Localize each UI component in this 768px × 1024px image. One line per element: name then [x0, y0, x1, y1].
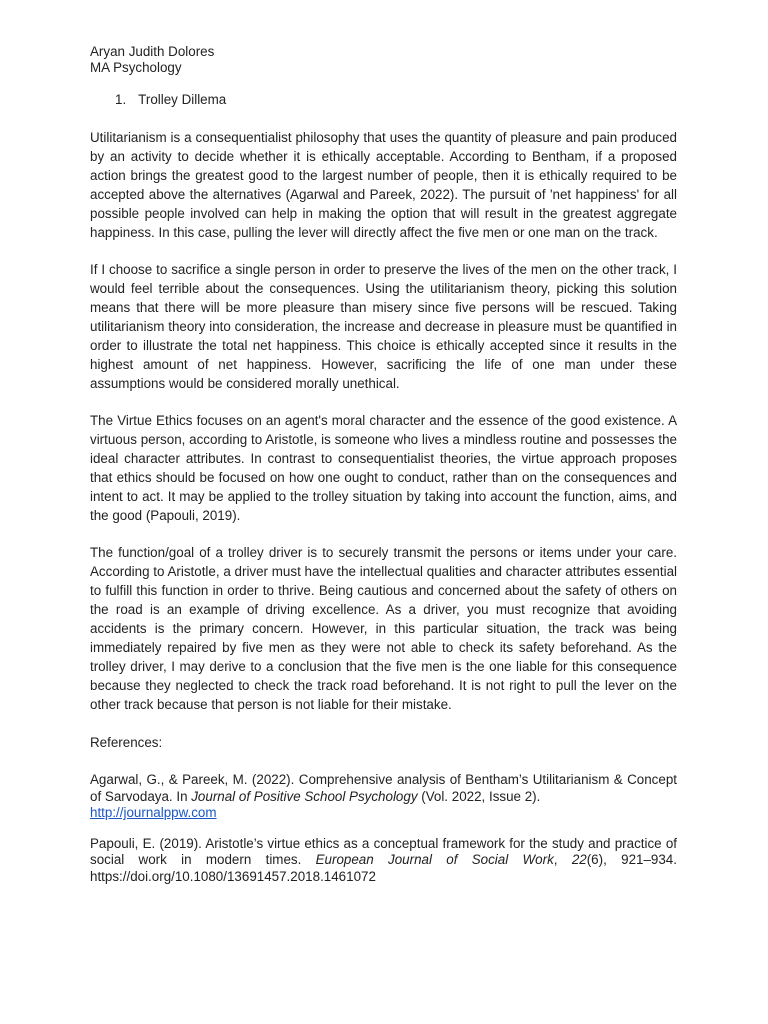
section-number: 1.: [115, 92, 127, 107]
paragraph-utilitarianism: Utilitarianism is a consequentialist philosophy that uses the quantity of pleasure and pain produced by an activity to decide whether it is ethically acceptable. According to Bentham, if a proposed action brings the greatest good to the largest number of people, then it is ethically required to be accepted above the alternatives (Agarwal and Pareek, 2022). The pursuit of 'net happiness' for all possible people involved can help in making the option that will result in the greatest aggregate happiness. In this case, pulling the lever will directly affect the five men or one man on the track.: [90, 130, 677, 240]
paragraph-trolley-driver: The function/goal of a trolley driver is to securely transmit the persons or items under your care. According to Aristotle, a driver must have the intellectual qualities and character attributes essential to fulfill this function in order to thrive. Being cautious and concerned about the safety of others on the road is an example of driving excellence. As a driver, you must recognize that avoiding accidents is the primary concern. However, in this particular situation, the track was being immediately repaired by five men as they were not able to check its safety beforehand. As the trolley driver, I may derive to a conclusion that the five men is the one liable for this consequence because they neglected to check the track road beforehand. It is not right to pull the lever on the other track because that person is not liable for their mistake.: [90, 545, 677, 712]
paragraph-virtue-ethics: The Virtue Ethics focuses on an agent's moral character and the essence of the good existence. A virtuous person, according to Aristotle, is someone who lives a mindless routine and possesses the ideal character attributes. In contrast to consequentialist theories, the virtue approach proposes that ethics should be focused on how one ought to conduct, rather than on the consequences and intent to act. It may be applied to the trolley situation by taking into account the function, aims, and the good (Papouli, 2019).: [90, 413, 677, 523]
reference-papouli-volume: 22: [571, 852, 587, 867]
reference-papouli-sep: ,: [553, 852, 572, 867]
author-name: Aryan Judith Dolores: [90, 44, 215, 59]
reference-papouli-details: (6), 921–934. https://doi.org/10.1080/13691457.2018.1461072: [90, 852, 677, 884]
reference-agarwal-details: (Vol. 2022, Issue 2).: [417, 788, 541, 804]
paragraph-sacrifice: If I choose to sacrifice a single person in order to preserve the lives of the men on the other track, I would feel terrible about the consequences. Using the utilitarianism theory, picking this solution means that there will be more pleasure than misery since five persons will be rescued. Taking utilitarianism theory into consideration, the increase and decrease in pleasure must be quantified in order to illustrate the total net happiness. This choice is ethically accepted since it results in the highest amount of net happiness. However, sacrificing the life of one man under these assumptions would be considered morally unethical.: [90, 262, 677, 391]
reference-agarwal-journal: Journal of Positive School Psychology: [191, 788, 418, 804]
reference-agarwal: [90, 772, 677, 822]
reference-papouli-journal: European Journal of Social Work: [315, 852, 554, 867]
program-name: MA Psychology: [90, 60, 182, 75]
reference-agarwal-authors: Agarwal, G., & Pareek, M. (2022). Comprehensive analysis of Bentham’s Utilitarianism & Concept of Sarvodaya. In: [90, 772, 677, 804]
section-title: Trolley Dillema: [138, 92, 227, 107]
section-heading: [90, 90, 677, 109]
reference-papouli-authors: Papouli, E. (2019). Aristotle’s virtue ethics as a conceptual framework for the study and practice of social work in modern times.: [90, 835, 677, 867]
document-page: [90, 44, 677, 885]
references-heading: References:: [90, 735, 163, 750]
reference-agarwal-link[interactable]: http://journalppw.com: [90, 805, 217, 820]
reference-papouli: [90, 836, 677, 886]
